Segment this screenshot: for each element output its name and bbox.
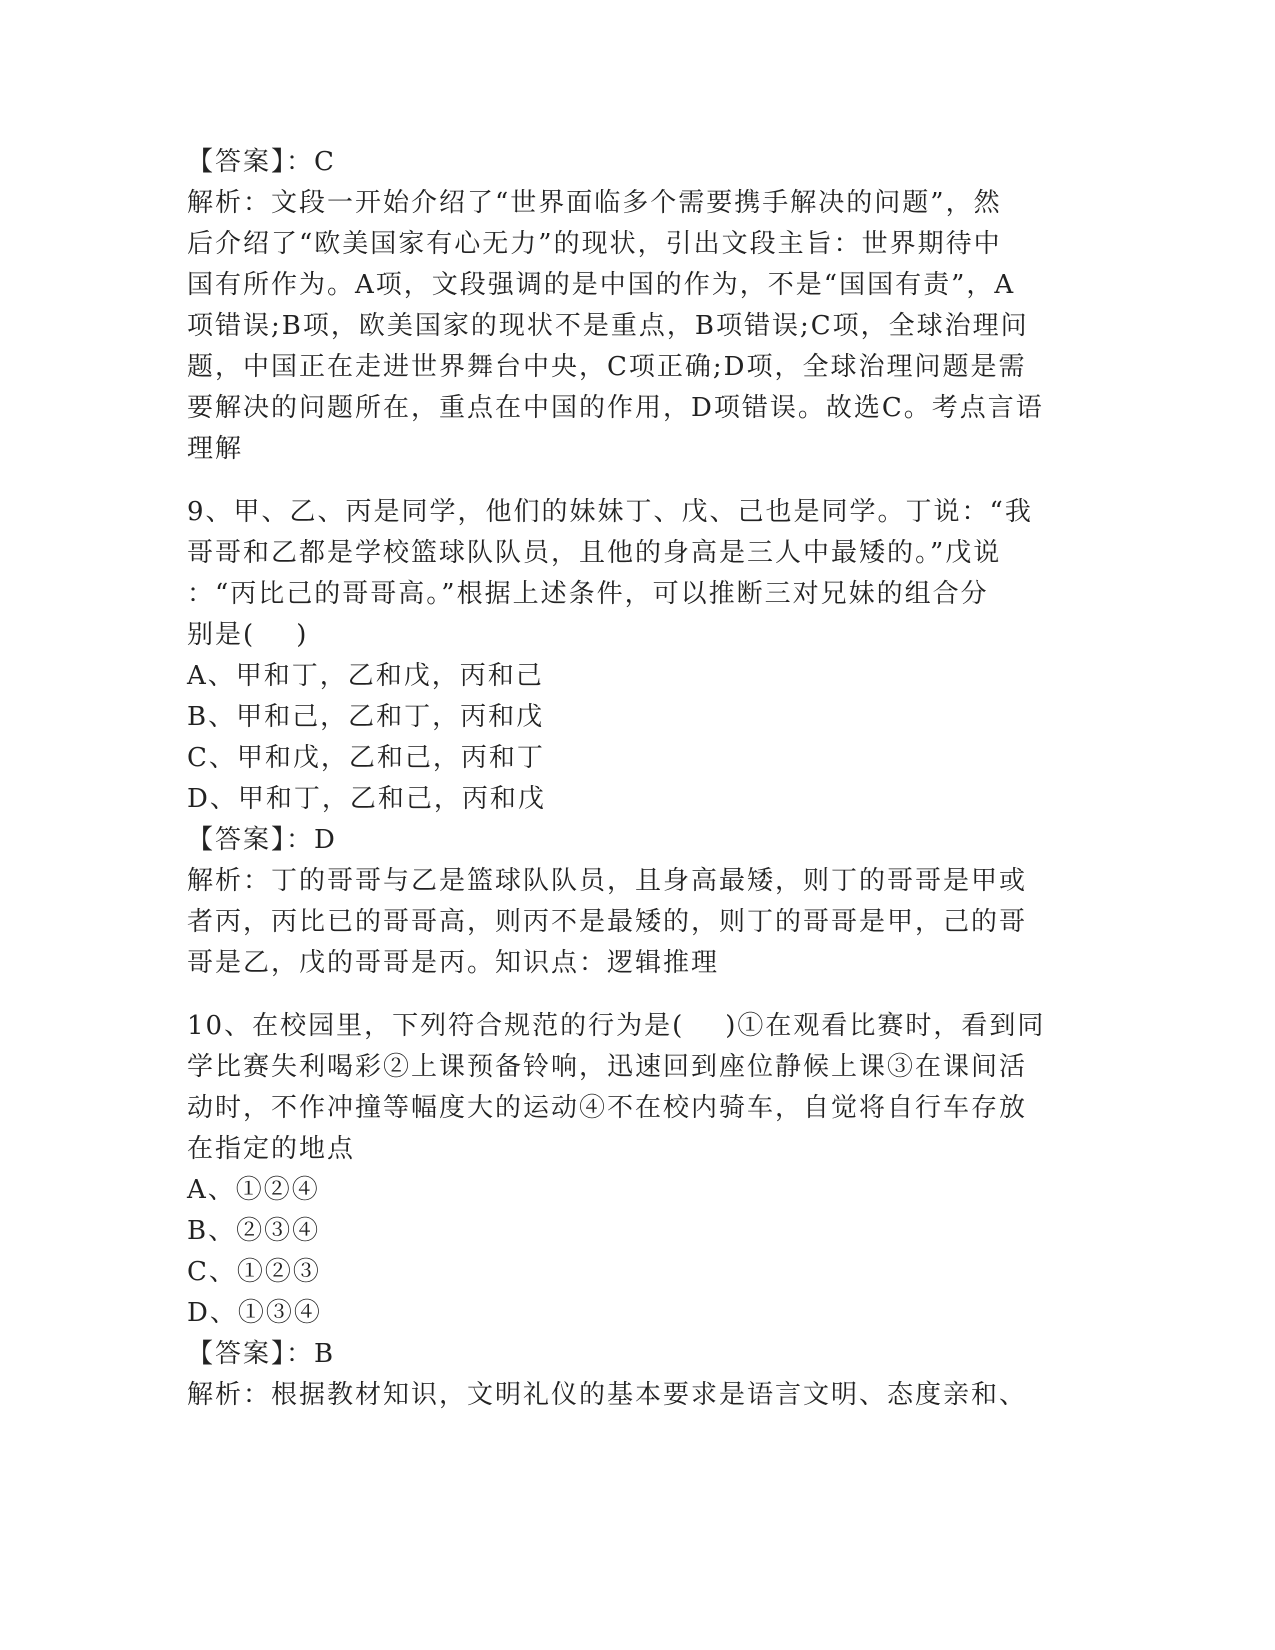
q10-stem-line: 在指定的地点 — [187, 1134, 356, 1164]
q8-explanation-line: 国有所作为。A项，文段强调的是中国的作为，不是“国国有责”，A — [187, 270, 1016, 300]
q10-answer: 【答案】：B — [187, 1339, 336, 1369]
q9-option-d: D、甲和丁，乙和己，丙和戊 — [187, 784, 546, 814]
q10-stem-line: 动时，不作冲撞等幅度大的运动④不在校内骑车，自觉将自行车存放 — [187, 1093, 1028, 1123]
q10-option-d: D、①③④ — [187, 1298, 322, 1328]
q9-explanation-line: 解析：丁的哥哥与乙是篮球队队员，且身高最矮，则丁的哥哥是甲或 — [187, 866, 1028, 896]
q9-option-a: A、甲和丁，乙和戊，丙和己 — [187, 661, 544, 691]
q8-explanation-line: 题，中国正在走进世界舞台中央，C项正确;D项，全球治理问题是需 — [187, 352, 1027, 382]
q8-explanation-line: 要解决的问题所在，重点在中国的作用，D项错误。故选C。考点言语 — [187, 393, 1044, 423]
q9-answer: 【答案】：D — [187, 825, 337, 855]
q8-explanation-line: 后介绍了“欧美国家有心无力”的现状，引出文段主旨：世界期待中 — [187, 229, 1002, 259]
q9-explanation-line: 哥是乙，戊的哥哥是丙。知识点：逻辑推理 — [187, 948, 720, 978]
q9-option-b: B、甲和己，乙和丁，丙和戊 — [187, 702, 545, 732]
q10-stem-line: 10、在校园里，下列符合规范的行为是( )①在观看比赛时，看到同 — [187, 1011, 1046, 1041]
q9-stem-line: ：“丙比己的哥哥高。”根据上述条件，可以推断三对兄妹的组合分 — [187, 579, 989, 609]
q9-stem-line: 9、甲、乙、丙是同学，他们的妹妹丁、戊、己也是同学。丁说：“我 — [187, 497, 1033, 527]
q9-option-c: C、甲和戊，乙和己，丙和丁 — [187, 743, 545, 773]
q10-option-c: C、①②③ — [187, 1257, 321, 1287]
q10-option-b: B、②③④ — [187, 1216, 321, 1246]
q8-explanation-line: 项错误;B项，欧美国家的现状不是重点，B项错误;C项，全球治理问 — [187, 311, 1029, 341]
q8-explanation-line: 解析：文段一开始介绍了“世界面临多个需要携手解决的问题”，然 — [187, 188, 1002, 218]
q9-stem-line: 别是( ) — [187, 620, 309, 650]
q8-answer: 【答案】：C — [187, 147, 336, 177]
q8-explanation-line: 理解 — [187, 434, 244, 464]
q10-stem-line: 学比赛失利喝彩②上课预备铃响，迅速回到座位静候上课③在课间活 — [187, 1052, 1028, 1082]
q10-explanation-line: 解析：根据教材知识，文明礼仪的基本要求是语言文明、态度亲和、 — [187, 1380, 1028, 1410]
q10-option-a: A、①②④ — [187, 1175, 320, 1205]
q9-explanation-line: 者丙，丙比已的哥哥高，则丙不是最矮的，则丁的哥哥是甲，己的哥 — [187, 907, 1028, 937]
q9-stem-line: 哥哥和乙都是学校篮球队队员，且他的身高是三人中最矮的。”戊说 — [187, 538, 1002, 568]
